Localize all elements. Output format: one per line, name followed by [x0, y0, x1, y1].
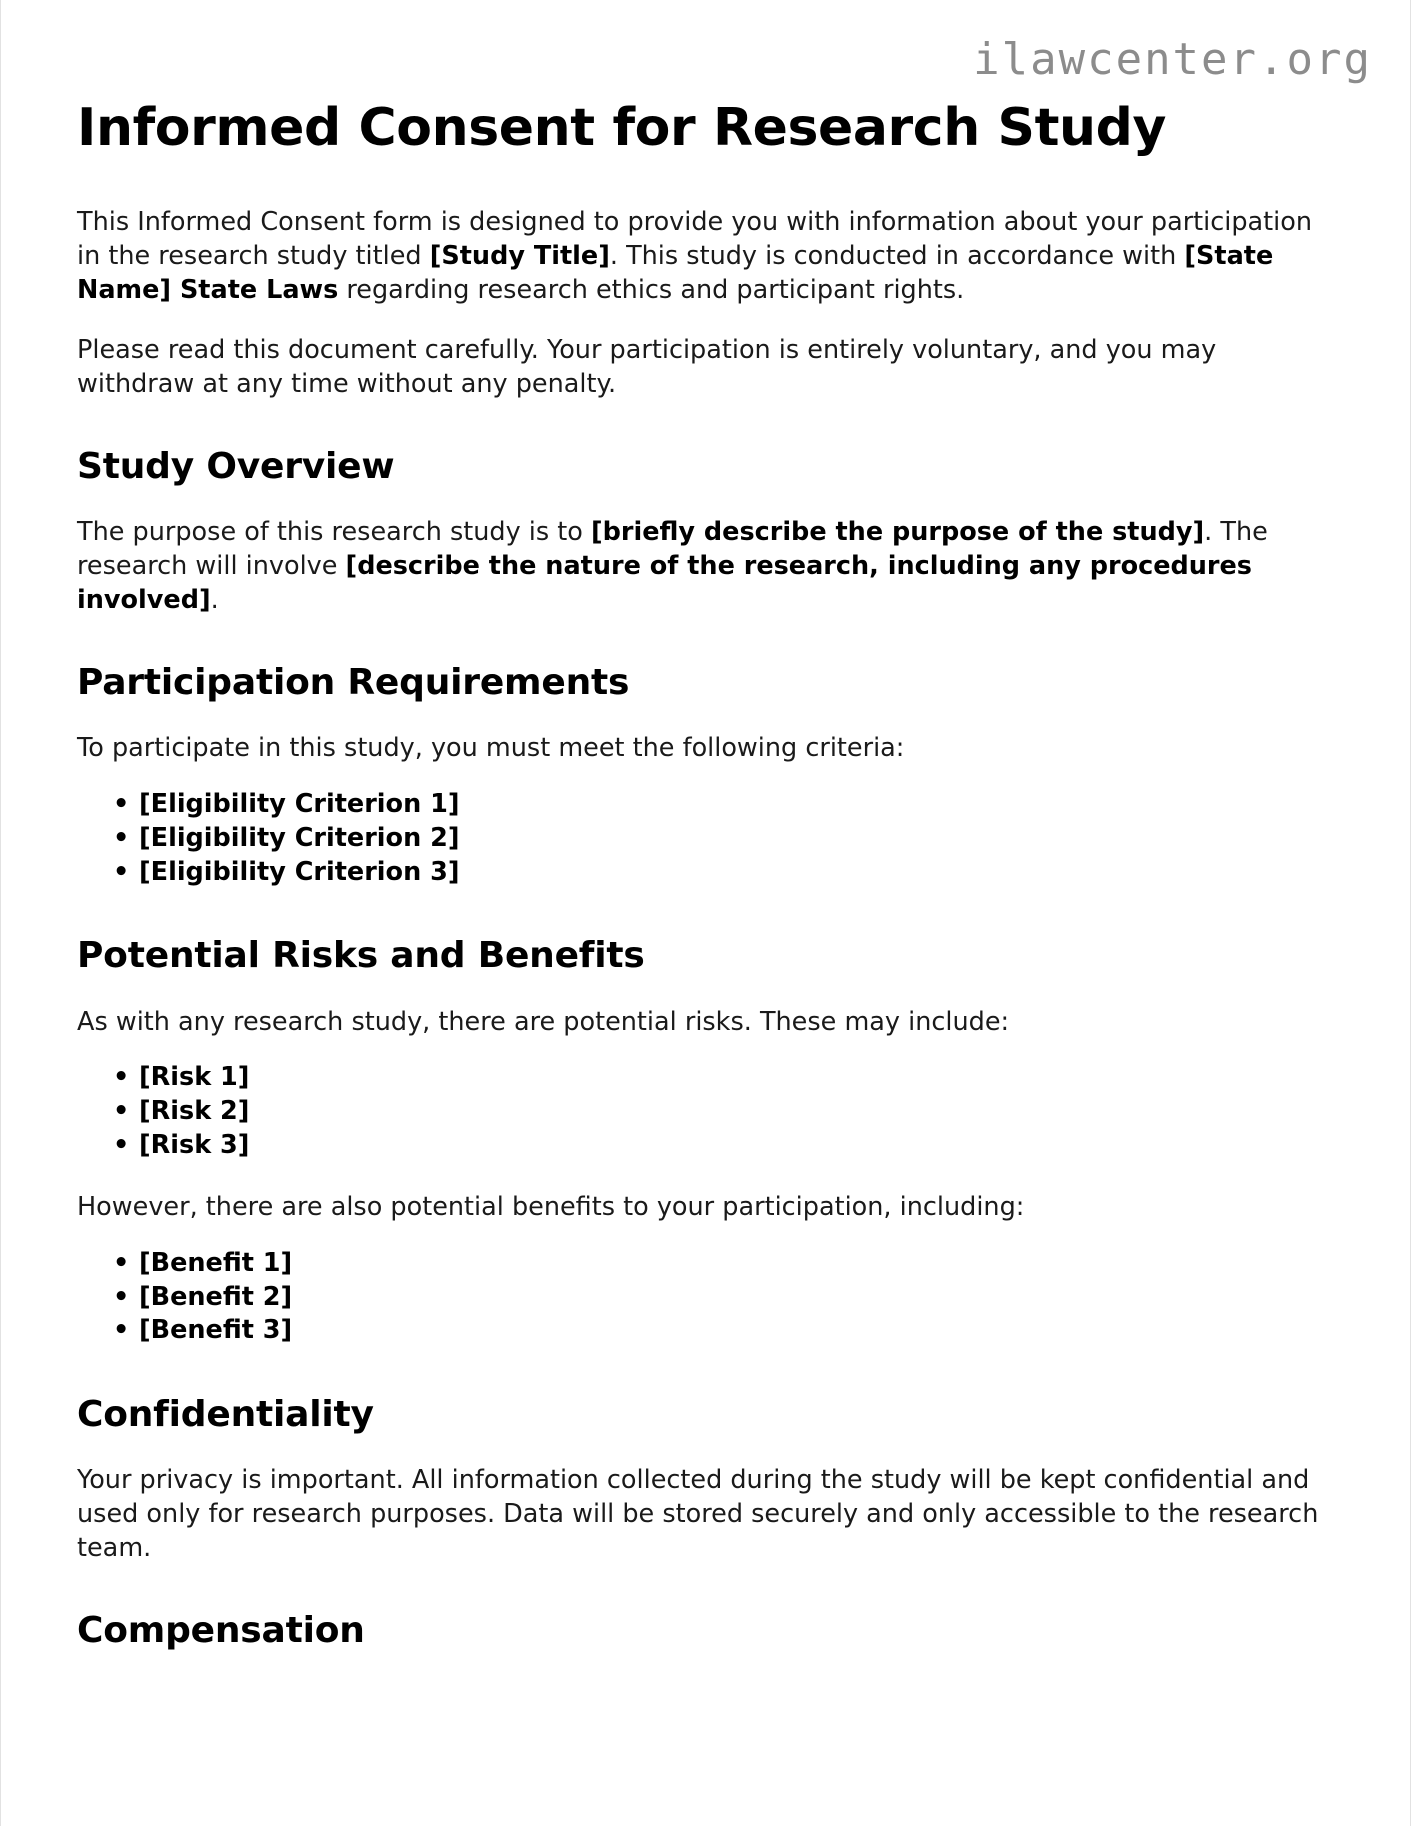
state-laws-placeholder: [State Name] State Laws [77, 241, 1274, 306]
benefits-intro-paragraph: However, there are also potential benefits to your participation, including: [77, 1191, 1025, 1222]
list-item: • [Benefit 2] [77, 1283, 1331, 1317]
intro-p1-segment-2: . This study is conducted in accordance with [609, 241, 1185, 272]
benefits-list [77, 1225, 1331, 1350]
study-overview-segment-1: The purpose of this research study is to [77, 517, 591, 548]
list-item: • [Benefit 1] [77, 1249, 1331, 1283]
list-item: • [Eligibility Criterion 3] [77, 858, 1331, 892]
list-item: • [Risk 3] [77, 1131, 1331, 1165]
intro-paragraph-1 [77, 159, 1331, 308]
intro-p1-segment-1: This Informed Consent form is designed to provide you with information about your participation in the research study titled [77, 207, 1313, 272]
list-item: • [Benefit 3] [77, 1316, 1331, 1350]
study-overview-paragraph [77, 488, 1331, 618]
risks-list [77, 1039, 1331, 1164]
section-heading-study-overview: Study Overview [77, 445, 395, 487]
purpose-placeholder: [briefly describe the purpose of the study] [590, 517, 1205, 548]
list-item: • [Eligibility Criterion 1] [77, 790, 1331, 824]
intro-paragraph-2: Please read this document carefully. Your participation is entirely voluntary, and you may withdraw at any time without any penalty. [77, 335, 1217, 399]
section-heading-participation-requirements: Participation Requirements [77, 661, 630, 703]
study-title-placeholder: [Study Title] [429, 241, 610, 272]
page-title: Informed Consent for Research Study [77, 98, 1166, 158]
eligibility-criteria-list [77, 766, 1331, 891]
intro-p1-segment-3: regarding research ethics and participant rights. [338, 275, 965, 306]
nature-of-research-placeholder: [describe the nature of the research, including any procedures involved] [77, 550, 1252, 615]
study-overview-segment-3: . [210, 584, 219, 615]
section-heading-confidentiality: Confidentiality [77, 1394, 374, 1436]
section-heading-compensation: Compensation [77, 1610, 365, 1652]
list-item: • [Eligibility Criterion 2] [77, 824, 1331, 858]
site-watermark: ilawcenter.org [973, 34, 1372, 85]
study-overview-segment-2: . The research will involve [77, 517, 1268, 581]
document-content [77, 0, 1331, 1652]
risks-intro-paragraph: As with any research study, there are potential risks. These may include: [77, 1006, 1010, 1037]
section-heading-potential-risks-and-benefits: Potential Risks and Benefits [77, 935, 645, 977]
list-item: • [Risk 2] [77, 1097, 1331, 1131]
confidentiality-paragraph: Your privacy is important. All information collected during the study will be kept confidential and used only for research purposes. Data will be stored securely and only accessible to the research team. [77, 1465, 1319, 1564]
participation-requirements-intro: To participate in this study, you must meet the following criteria: [77, 732, 905, 763]
list-item: • [Risk 1] [77, 1063, 1331, 1097]
